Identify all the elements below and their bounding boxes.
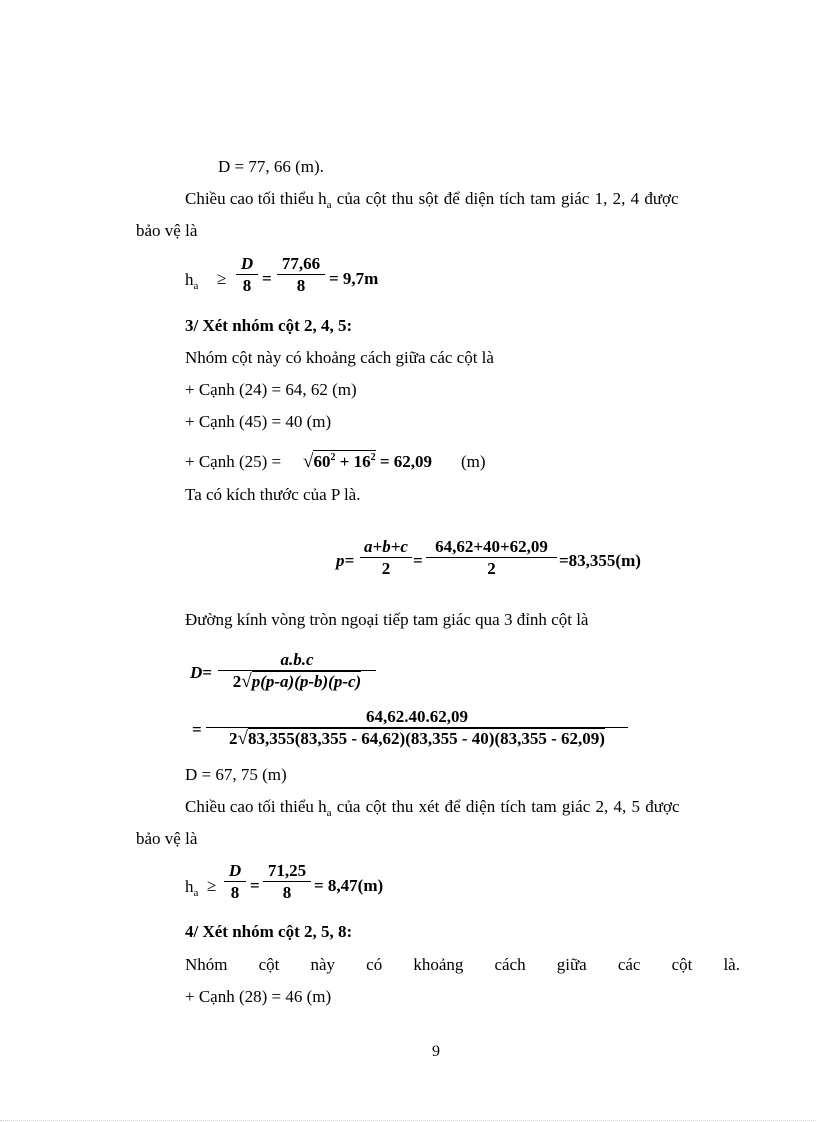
para1-line1 bbox=[185, 189, 679, 211]
circle-intro: Đường kính vòng tròn ngoại tiếp tam giác qua 3 đỉnh cột là bbox=[185, 610, 589, 629]
formula-6-frac-b: 71,25 8 bbox=[263, 861, 311, 904]
edge-25 bbox=[185, 452, 281, 472]
page-number: 9 bbox=[432, 1043, 440, 1060]
edge-25-label: + Cạnh (25) = bbox=[185, 452, 282, 471]
para2-line2: bảo vệ là bbox=[136, 829, 198, 848]
formula-6-frac-a: D 8 bbox=[224, 861, 246, 904]
heading-section-4: 4/ Xét nhóm cột 2, 5, 8: bbox=[185, 922, 353, 941]
formula-5-frac: 64,62.40.62,09 2√83,355(83,355 - 64,62)(83,355 - 40)(83,355 - 62,09) bbox=[206, 707, 628, 750]
d-result-line: D = 77, 66 (m). bbox=[218, 157, 324, 176]
para1-line2: bảo vệ là bbox=[136, 221, 198, 240]
formula-1-result: = 9,7m bbox=[329, 269, 379, 288]
formula-6-lhs: $h_a$ bbox=[185, 877, 199, 899]
page-bottom-divider bbox=[0, 1120, 816, 1121]
formula-6-eq: = bbox=[250, 876, 260, 895]
formula-5-eq: = bbox=[192, 720, 202, 739]
d-result-2: D = 67, 75 (m) bbox=[185, 765, 287, 784]
formula-6-rel: ≥ bbox=[207, 876, 217, 895]
para2-line1: Chiều cao tối thiểu $h_a$ của cột thu xét để diện tích tam giác 2, 4, 5 được bbox=[185, 797, 680, 819]
formula-2-result: = 62,09 bbox=[375, 452, 433, 471]
formula-2 bbox=[303, 452, 432, 475]
formula-4-lhs: D= bbox=[190, 663, 212, 682]
formula-6-result: = 8,47(m) bbox=[314, 876, 384, 895]
sqrt-sign-icon: √ bbox=[241, 671, 252, 692]
formula-3-eq: = bbox=[413, 551, 423, 570]
formula-3-result: =83,355(m) bbox=[559, 551, 641, 570]
heading-section-3: 3/ Xét nhóm cột 2, 4, 5: bbox=[185, 316, 353, 335]
formula-1-eq: = bbox=[262, 269, 272, 288]
group3-intro: Nhóm cột này có khoảng cách giữa các cột là bbox=[185, 348, 494, 367]
group4-intro: Nhóm cột này có khoảng cách giữa các cột là. bbox=[185, 955, 740, 974]
sqrt-sign-icon: √ bbox=[237, 728, 248, 749]
formula-2-radicand: $60^2 + 16^2$ bbox=[313, 452, 376, 471]
formula-3-frac-a: a+b+c 2 bbox=[360, 537, 412, 580]
formula-1-frac-b: 77,66 8 bbox=[277, 254, 325, 297]
formula-4-frac: a.b.c 2√p(p-a)(p-b)(p-c) bbox=[218, 650, 376, 693]
formula-1-frac-a: D 8 bbox=[236, 254, 258, 297]
para1-subscript: a bbox=[326, 199, 332, 211]
para1-text-a: Chiều cao tối thiểu h bbox=[185, 189, 327, 208]
edge-24: + Cạnh (24) = 64, 62 (m) bbox=[185, 380, 357, 399]
formula-3-frac-b: 64,62+40+62,09 2 bbox=[426, 537, 557, 580]
sqrt-sign-icon: √ bbox=[303, 451, 314, 472]
para1-text-b: của cột thu sột để diện tích tam giác 1, 2, 4 được bbox=[331, 189, 679, 208]
formula-3-lhs: p= bbox=[336, 551, 355, 570]
edge-28: + Cạnh (28) = 46 (m) bbox=[185, 987, 332, 1006]
formula-1-rel: ≥ bbox=[217, 269, 227, 288]
p-intro: Ta có kích thước của P là. bbox=[185, 485, 361, 504]
formula-1-lhs: $h_a$ bbox=[185, 270, 199, 292]
edge-45: + Cạnh (45) = 40 (m) bbox=[185, 412, 332, 431]
edge-25-unit: (m) bbox=[461, 452, 486, 471]
para2-subscript: a bbox=[326, 807, 332, 819]
